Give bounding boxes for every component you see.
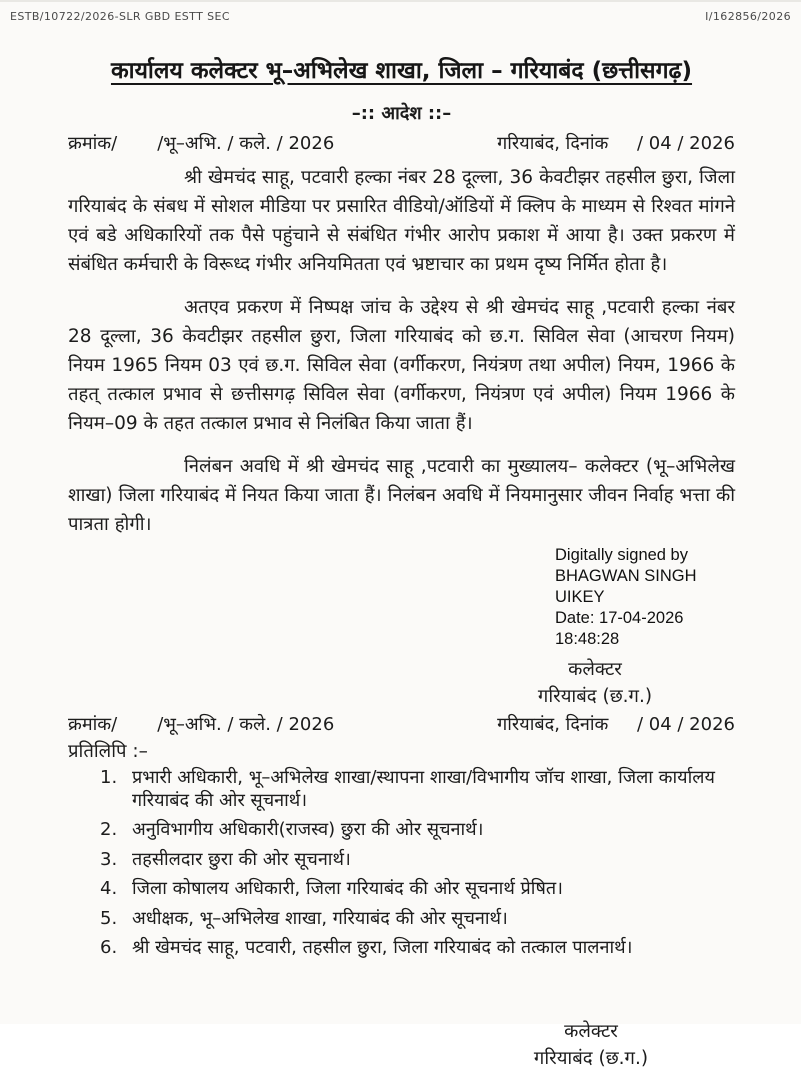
list-item bbox=[100, 767, 735, 812]
list-item bbox=[100, 849, 735, 872]
list-item-number: 3. bbox=[100, 848, 118, 870]
list-item bbox=[100, 878, 735, 901]
list-item-text: प्रभारी अधिकारी, भू–अभिलेख शाखा/स्थापना शाखा/विभागीय जॉच शाखा, जिला कार्यालय गरियाबंद की ओर सूचनार्थ। bbox=[132, 767, 715, 811]
reference-number-row-bottom bbox=[68, 712, 735, 736]
list-item bbox=[100, 937, 735, 960]
list-item-number: 6. bbox=[100, 937, 118, 958]
file-number-right: I/162856/2026 bbox=[705, 10, 791, 23]
paragraph-suspension-order: अतएव प्रकरण में निष्पक्ष जांच के उद्देश्य से श्री खेमचंद साहू ,पटवारी हल्का नंबर 28 दूल्ला, 36 केवटीझर तहसील छुरा, जिला गरियाबंद को छ.ग. सिविल सेवा (आचरण नियम) नियम 1965 नियम 03 एवं छ.ग. सिविल सेवा (वर्गीकरण, नियंत्रण तथा अपील) नियम, 1966 के तहत् तत्काल प्रभाव से छत्तीसगढ़ सिविल सेवा (वर्गीकरण, नियंत्रण एवं अपील) नियम 1966 के नियम–09 के तहत तत्काल प्रभाव से निलंबित किया जाता हैं। bbox=[68, 297, 735, 434]
order-date-top: गरियाबंद, दिनांक / 04 / 2026 bbox=[497, 133, 735, 154]
file-reference-row bbox=[0, 2, 801, 23]
list-item-text: श्री खेमचंद साहू, पटवारी, तहसील छुरा, जिला गरियाबंद को तत्काल पालनार्थ। bbox=[132, 937, 633, 958]
list-item-text: जिला कोषालय अधिकारी, जिला गरियाबंद की ओर सूचनार्थ प्रेषित। bbox=[132, 878, 563, 899]
digital-signature-block: Digitally signed by BHAGWAN SINGH UIKEY Date: 17-04-2026 18:48:28 bbox=[555, 546, 697, 648]
list-item-number: 2. bbox=[100, 819, 118, 840]
list-item-text: तहसीलदार छुरा की ओर सूचनार्थ। bbox=[132, 848, 351, 870]
paragraph-allegation: श्री खेमचंद साहू, पटवारी हल्का नंबर 28 दूल्ला, 36 केवटीझर तहसील छुरा, जिला गरियाबंद के संबध में सोशल मीडिया पर प्रसारित वीडियो/ऑडियों में क्लिप के माध्यम से रिश्वत मांगने एवं बडे अधिकारियों तक पैसे पहुंचाने से संबंधित गंभीर आरोप प्रकाश में आया है। उक्त प्रकरण में संबंधित कर्मचारी के विरूध्द गंभीर अनियमितता एवं भ्रष्टाचार का प्रथम दृष्य निर्मित होता है। bbox=[68, 167, 735, 275]
list-item-number: 4. bbox=[100, 878, 118, 899]
order-number-bottom: क्रमांक/ /भू–अभि. / कले. / 2026 bbox=[68, 714, 335, 735]
paragraph-headquarters-allowance: निलंबन अवधि में श्री खेमचंद साहू ,पटवारी का मुख्यालय– कलेक्टर (भू–अभिलेख शाखा) जिला गरियाबंद में नियत किया जाता हैं। निलंबन अवधि में नियमानुसार जीवन निर्वाह भत्ता की पात्रता होगी। bbox=[68, 456, 735, 535]
signatory-block-bottom bbox=[511, 1018, 671, 1072]
order-date-bottom: गरियाबंद, दिनांक / 04 / 2026 bbox=[497, 714, 735, 735]
list-item-number: 1. bbox=[100, 767, 118, 788]
signatory-block-middle bbox=[515, 656, 675, 710]
signatory-title-middle: कलेक्टर bbox=[568, 659, 622, 680]
copy-to-label: प्रतिलिपि :– bbox=[68, 741, 148, 762]
signatory-place-middle: गरियाबंद (छ.ग.) bbox=[537, 686, 653, 707]
copy-distribution-list bbox=[68, 767, 735, 960]
list-item bbox=[100, 819, 735, 842]
order-number-top: क्रमांक/ /भू–अभि. / कले. / 2026 bbox=[68, 133, 335, 154]
file-number-left: ESTB/10722/2026-SLR GBD ESTT SEC bbox=[10, 10, 230, 23]
list-item-number: 5. bbox=[100, 907, 118, 929]
list-item bbox=[100, 908, 735, 931]
signatory-title-bottom: कलेक्टर bbox=[564, 1020, 618, 1042]
order-heading: –:: आदेश ::– bbox=[351, 103, 452, 124]
reference-number-row-top bbox=[68, 131, 735, 155]
document-body bbox=[0, 53, 801, 1072]
signatory-place-bottom: गरियाबंद (छ.ग.) bbox=[533, 1047, 649, 1069]
list-item-text: अनुविभागीय अधिकारी(राजस्व) छुरा की ओर सूचनार्थ। bbox=[132, 819, 484, 840]
office-letterhead-title: कार्यालय कलेक्टर भू–अभिलेख शाखा, जिला – गरियाबंद (छत्तीसगढ़) bbox=[110, 58, 693, 84]
list-item-text: अधीक्षक, भू–अभिलेख शाखा, गरियाबंद की ओर सूचनार्थ। bbox=[132, 907, 508, 929]
